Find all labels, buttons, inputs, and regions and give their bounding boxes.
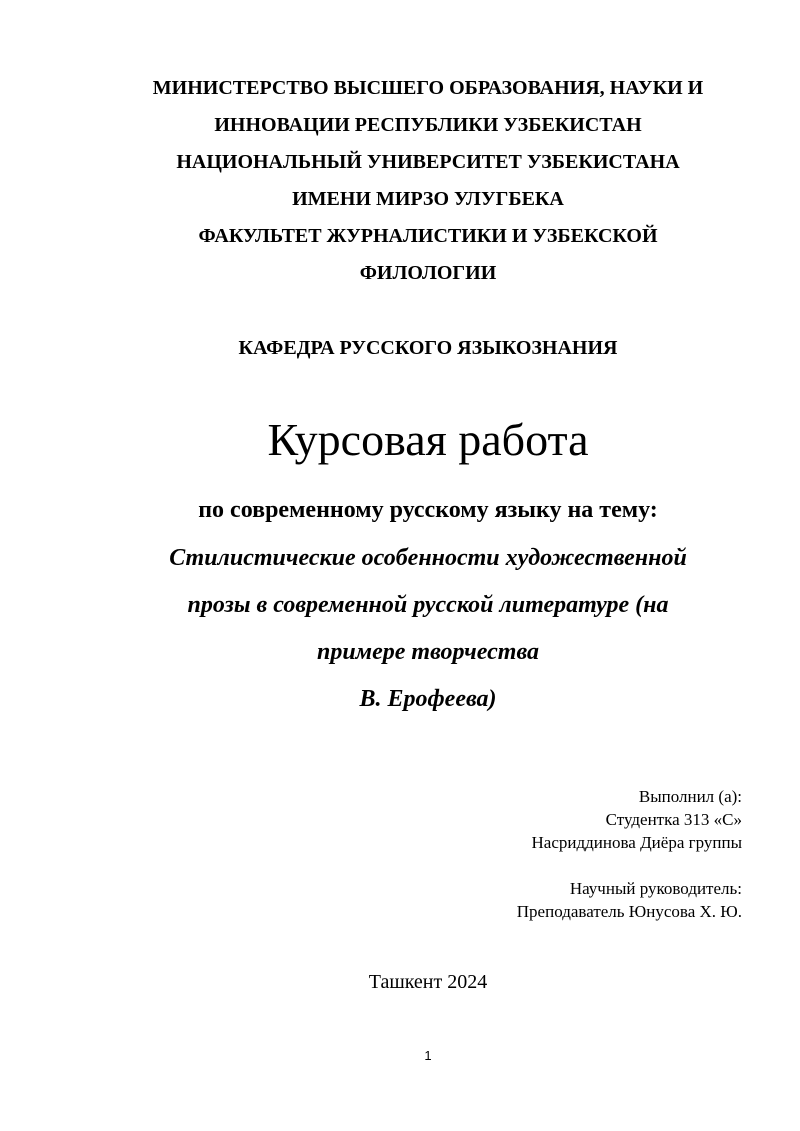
city-year: Ташкент 2024 xyxy=(368,971,488,993)
topic-line: В. Ерофеева) xyxy=(359,686,497,712)
supervisor-name: Преподаватель Юнусова Х. Ю. xyxy=(516,902,742,921)
author-label: Выполнил (а): xyxy=(638,787,742,806)
document-title: Курсовая работа xyxy=(267,414,589,465)
supervisor-block xyxy=(342,877,742,923)
author-group: Студентка 313 «С» xyxy=(605,810,742,829)
topic-line: Стилистические особенности художественной xyxy=(169,545,687,571)
topic-line: прозы в современной русской литературе (на xyxy=(187,592,669,618)
author-block xyxy=(342,785,742,854)
author-name: Насриддинова Диёра группы xyxy=(531,833,742,852)
header-line: МИНИСТЕРСТВО ВЫСШЕГО ОБРАЗОВАНИЯ, НАУКИ И xyxy=(152,77,704,99)
header-line: ИННОВАЦИИ РЕСПУБЛИКИ УЗБЕКИСТАН xyxy=(214,114,642,136)
page-number: 1 xyxy=(424,1048,432,1063)
header-line: ИМЕНИ МИРЗО УЛУГБЕКА xyxy=(292,188,564,210)
topic-line: примере творчества xyxy=(316,639,539,665)
header-line: НАЦИОНАЛЬНЫЙ УНИВЕРСИТЕТ УЗБЕКИСТАНА xyxy=(176,151,680,173)
department-title: КАФЕДРА РУССКОГО ЯЗЫКОЗНАНИЯ xyxy=(238,337,618,359)
header-line: ФИЛОЛОГИИ xyxy=(359,262,497,284)
subject-line: по современному русскому языку на тему: xyxy=(198,497,658,523)
topic-title xyxy=(90,535,766,723)
institution-header xyxy=(90,70,766,292)
header-line: ФАКУЛЬТЕТ ЖУРНАЛИСТИКИ И УЗБЕКСКОЙ xyxy=(198,225,658,247)
supervisor-label: Научный руководитель: xyxy=(569,879,742,898)
